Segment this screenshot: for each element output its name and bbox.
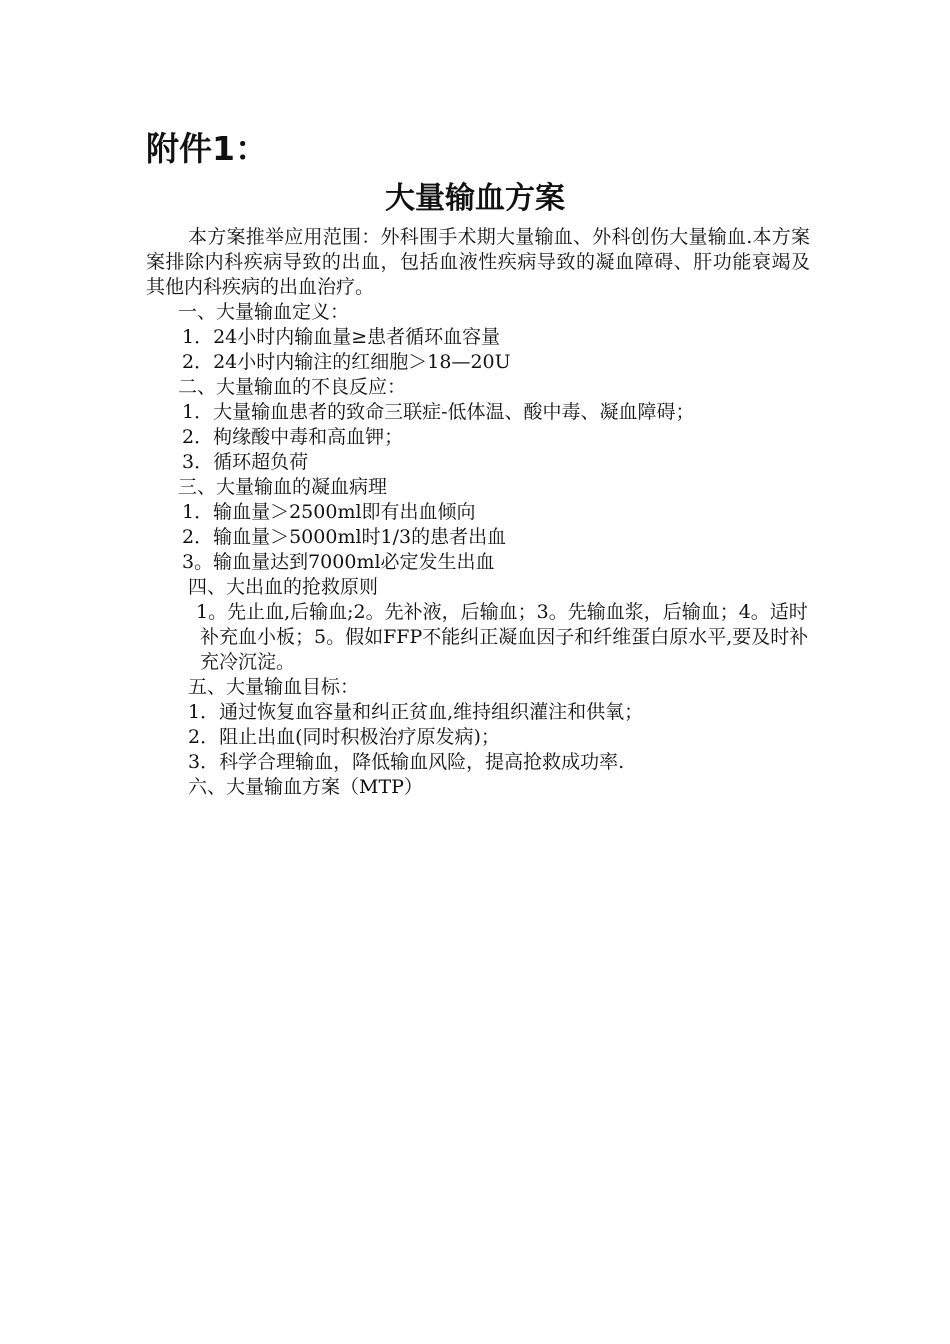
list-item: 1．24小时内输血量≥患者循环血容量 — [182, 326, 501, 348]
list-item: 2．输血量＞5000ml时1/3的患者出血 — [182, 526, 507, 548]
list-item: 2．枸缘酸中毒和高血钾； — [182, 426, 404, 448]
list-item: 2．24小时内输注的红细胞＞18—20U — [182, 351, 511, 373]
document-body — [146, 225, 810, 800]
section-heading-definition: 一、大量输血定义： — [178, 301, 350, 323]
list-item: 3。输血量达到7000ml必定发生出血 — [182, 551, 495, 573]
section-heading-goals: 五、大量输血目标： — [188, 676, 360, 698]
list-item: 2．阻止出血(同时积极治疗原发病)； — [188, 726, 500, 748]
list-item: 1．输血量＞2500ml即有出血倾向 — [182, 501, 476, 523]
intro-paragraph: 本方案推举应用范围：外科围手术期大量输血、外科创伤大量输血.本方案案排除内科疾病导致的出血，包括血液性疾病导致的凝血障碍、肝功能衰竭及其他内科疾病的出血治疗。 — [146, 226, 810, 298]
list-item: 3．科学合理输血，降低输血风险，提高抢救成功率. — [188, 751, 625, 773]
section-heading-pathology: 三、大量输血的凝血病理 — [178, 476, 388, 498]
document-title: 大量输血方案 — [385, 181, 565, 216]
list-item: 1．大量输血患者的致命三联症-低体温、酸中毒、凝血障碍； — [182, 401, 695, 423]
section-heading-rescue: 四、大出血的抢救原则 — [188, 576, 379, 598]
attachment-label: 附件1： — [146, 129, 268, 168]
list-item: 1．通过恢复血容量和纠正贫血,维持组织灌注和供氧； — [188, 701, 644, 723]
rescue-principles-text: 1。先止血,后输血;2。先补液，后输血；3。先输血浆，后输血；4。适时补充血小板；5。假如FFP不能纠正凝血因子和纤维蛋白原水平,要及时补充冷沉淀。 — [196, 601, 809, 673]
list-item: 3．循环超负荷 — [182, 451, 309, 473]
section-heading-adverse: 二、大量输血的不良反应： — [178, 376, 407, 398]
section-heading-protocol: 六、大量输血方案（MTP） — [188, 776, 423, 798]
